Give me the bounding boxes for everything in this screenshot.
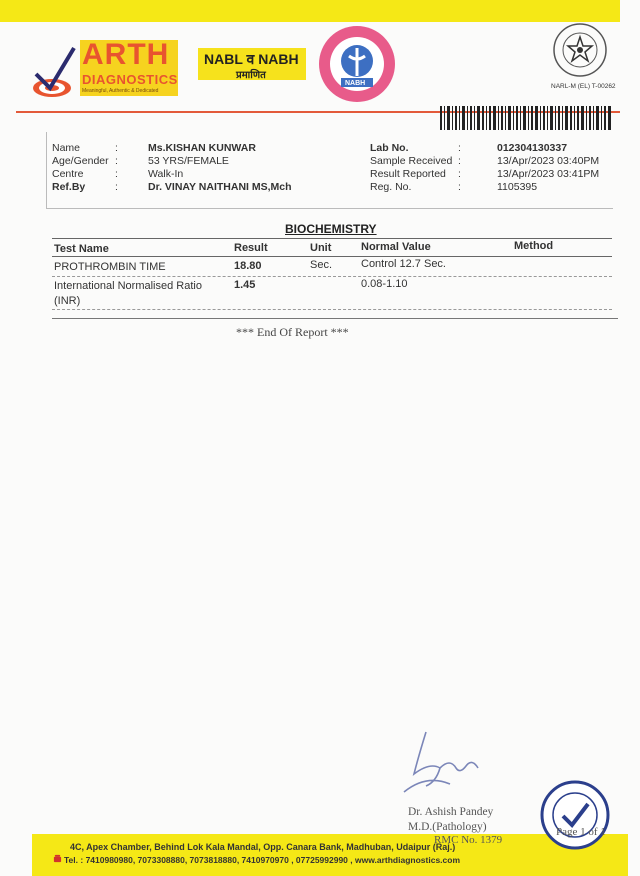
phone-icon <box>53 854 62 863</box>
footer-address: 4C, Apex Chamber, Behind Lok Kala Mandal, Opp. Canara Bank, Madhuban, Udaipur (Raj.) <box>70 842 456 852</box>
result-reported-value: 13/Apr/2023 03:41PM <box>497 168 600 180</box>
page-number: Page 1 of 1 <box>556 826 606 838</box>
reg-no-label: Reg. No. <box>370 181 412 193</box>
result-reported-label: Result Reported <box>370 168 446 180</box>
top-yellow-band <box>0 0 620 22</box>
reg-no-value: 1105395 <box>497 181 538 193</box>
brand-tagline: Meaningful, Authentic & Dedicated <box>82 88 159 94</box>
end-of-report: *** End Of Report *** <box>236 325 349 339</box>
row2-test-line2: (INR) <box>54 295 81 307</box>
sample-received-label: Sample Received <box>370 155 453 167</box>
accreditation-subtitle: प्रमाणित <box>236 70 266 81</box>
row1-normal: Control 12.7 Sec. <box>361 258 446 270</box>
nabh-seal-icon <box>317 24 397 104</box>
col-unit: Unit <box>310 242 332 254</box>
row1-unit: Sec. <box>310 259 333 271</box>
lab-no-value: 012304130337 <box>497 142 568 154</box>
lab-no-sep: : <box>458 142 461 154</box>
table-top-rule <box>52 238 612 239</box>
doctor-name: Dr. Ashish Pandey <box>408 806 494 818</box>
accreditation-title: NABL व NABH <box>204 51 299 67</box>
col-result: Result <box>234 242 268 254</box>
sample-received-sep: : <box>458 155 461 167</box>
target-check-logo-icon <box>30 44 80 100</box>
name-sep: : <box>115 142 118 154</box>
barcode <box>440 106 612 130</box>
row2-test: International Normalised Ratio <box>54 280 202 292</box>
footer-contact: Tel. : 7410980980, 7073308880, 7073818880, 7410970970 , 07725992990 , www.arthdiagnostics.com <box>64 855 461 865</box>
age-gender-sep: : <box>115 155 118 167</box>
patient-name: Ms.KISHAN KUNWAR <box>148 142 256 154</box>
brand-subtitle: DIAGNOSTICS <box>82 72 178 87</box>
col-method: Method <box>514 240 554 252</box>
age-gender-label: Age/Gender <box>52 155 109 167</box>
sample-received-value: 13/Apr/2023 03:40PM <box>497 155 600 167</box>
col-test-name: Test Name <box>54 243 109 255</box>
row1-test: PROTHROMBIN TIME <box>54 261 166 273</box>
col-normal-value: Normal Value <box>361 241 431 253</box>
row2-divider <box>52 309 612 310</box>
name-label: Name <box>52 142 81 154</box>
nabh-seal-label: NABH <box>345 80 366 87</box>
patient-centre: Walk-In <box>148 168 184 180</box>
result-reported-sep: : <box>458 168 461 180</box>
centre-label: Centre <box>52 168 84 180</box>
narl-seal-icon <box>552 22 608 78</box>
ref-by-label: Ref.By <box>52 181 86 193</box>
patient-age-gender: 53 YRS/FEMALE <box>148 155 229 167</box>
signature-icon <box>396 728 496 798</box>
centre-sep: : <box>115 168 118 180</box>
patient-ref-by: Dr. VINAY NAITHANI MS,Mch <box>148 181 292 193</box>
row2-normal: 0.08-1.10 <box>361 278 408 290</box>
row1-divider <box>52 276 612 277</box>
lab-no-label: Lab No. <box>370 142 409 154</box>
brand-name: ARTH <box>82 38 170 71</box>
section-title: BIOCHEMISTRY <box>285 222 377 236</box>
doctor-reg: RMC No. 1379 <box>434 834 503 846</box>
narl-label: NARL-M (EL) T-00262 <box>551 83 616 90</box>
row1-result: 18.80 <box>234 260 262 272</box>
quality-registration-seal-icon <box>540 780 610 850</box>
table-bottom-rule <box>52 318 618 319</box>
row2-result: 1.45 <box>234 279 256 291</box>
table-header-rule <box>52 256 612 257</box>
reg-no-sep: : <box>458 181 461 193</box>
doctor-degree: M.D.(Pathology) <box>408 821 487 833</box>
ref-by-sep: : <box>115 181 118 193</box>
